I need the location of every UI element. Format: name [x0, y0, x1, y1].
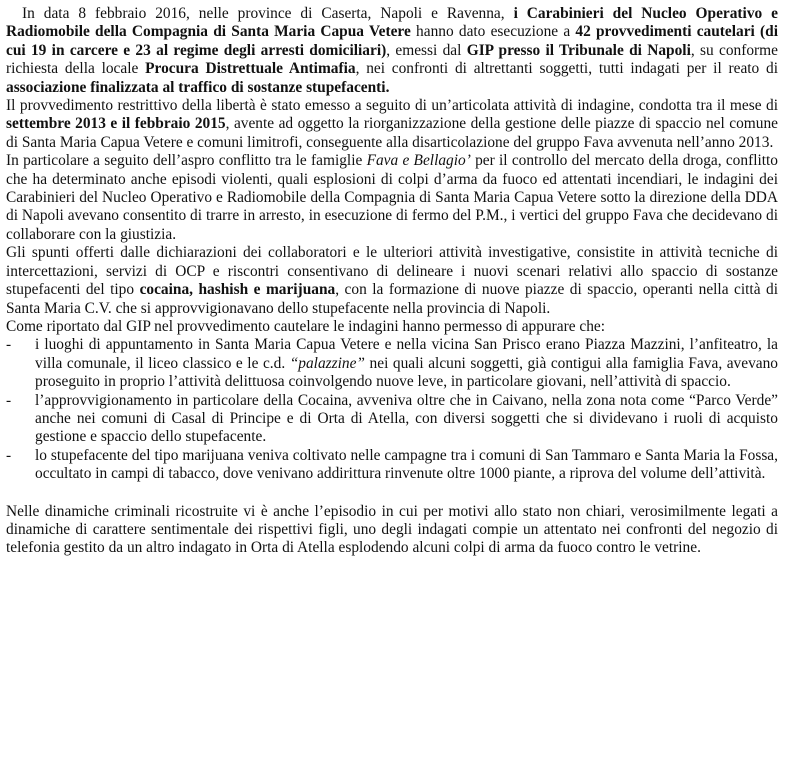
text-span: , nei confronti di altrettanti soggetti, tutti indagati per il reato di	[355, 60, 778, 78]
text-span: per il controllo del mercato della droga, conflitto che ha determinato anche episodi violenti, quali esplosioni di colpi d’arma da fuoco ed attentati incendiari, le indagini dei Carabinieri del Nucleo Operativo e Radiomobile della Compagnia di Santa Maria Capua Vetere sotto la direzione della DDA di Napoli avevano consentito di trarre in arresto, in esecuzione di fermo del P.M., i vertici del gruppo Fava che decidevano di collaborare con la giustizia.	[6, 152, 778, 243]
bold-span: 42 provvedimenti cautelari (di cui 19 in carcere e 23 al regime degli arresti domiciliari)	[6, 23, 779, 59]
bold-span: associazione finalizzata al traffico di sostanze stupefacenti.	[6, 78, 390, 96]
italic-span: “palazzine”	[289, 354, 365, 372]
text-span: nei quali alcuni soggetti, già contigui alla famiglia Fava, avevano proseguito in proprio l’attività delittuosa coinvolgendo nuove leve, in particolare giovani, nell’attività di spaccio.	[35, 354, 778, 391]
text-span: i luoghi di appuntamento in Santa Maria Capua Vetere e nella vicina San Prisco erano Piazza Mazzini, l’anfiteatro, la villa comunale, il liceo classico e le c.d.	[35, 336, 778, 372]
list-item	[6, 392, 778, 447]
text-span: In particolare a seguito dell’aspro conflitto tra le famiglie	[6, 152, 367, 170]
bold-span: cocaina, hashish e marijuana	[139, 281, 336, 299]
text-span: In data 8 febbraio 2016, nelle province di Caserta, Napoli e Ravenna,	[22, 5, 514, 22]
bold-span: i Carabinieri del Nucleo Operativo e Radiomobile della Compagnia di Santa Maria Capua Vetere	[6, 5, 779, 41]
bold-span: settembre 2013 e il febbraio 2015	[6, 115, 226, 133]
text-span: l’approvvigionamento in particolare della Cocaina, avveniva oltre che in Caivano, nella zona nota come “Parco Verde” anche nei comuni di Casal di Principe e di Orta di Atella, con diversi soggetti che si dividevano i ruoli di acquisto gestione e spaccio dello stupefacente.	[35, 391, 778, 446]
text-span: , emessi dal	[386, 41, 467, 59]
paragraph-6: Nelle dinamiche criminali ricostruite vi è anche l’episodio in cui per motivi allo stato non chiari, verosimilmente legati a dinamiche di carattere sentimentale dei rispettivi figli, uno degli indagati compie un attentato nei confronti del negozio di telefonia gestito da un altro indagato in Orta di Atella esplodendo alcuni colpi di arma da fuoco contro le vetrine.	[6, 502, 778, 557]
paragraph-3	[6, 152, 778, 244]
list-item	[6, 447, 778, 484]
italic-span: Fava e Bellagio’	[366, 152, 471, 170]
text-span: hanno dato esecuzione a	[410, 23, 576, 41]
text-span: Il provvedimento restrittivo della libertà è stato emesso a seguito di un’articolata attività di indagine, condotta tra il mese di	[6, 97, 778, 115]
paragraph-2	[6, 97, 778, 152]
bold-span: Procura Distrettuale Antimafia	[145, 60, 356, 78]
text-span: lo stupefacente del tipo marijuana veniva coltivato nelle campagne tra i comuni di San Tammaro e Santa Maria la Fossa, occultato in campi di tabacco, dove venivano addirittura rinvenute oltre 1000 piante, a riprova del volume dell’attività.	[35, 446, 778, 483]
text-span: , avente ad oggetto la riorganizzazione della gestione delle piazze di spaccio nel comune di Santa Maria Capua Vetere e comuni limitrofi, conseguente alla disarticolazione del gruppo Fava avvenuta nell’anno 2013.	[6, 115, 778, 151]
paragraph-gap	[6, 484, 778, 503]
list-item	[6, 336, 778, 391]
findings-list	[6, 336, 778, 483]
bold-span: GIP presso il Tribunale di Napoli	[466, 41, 691, 59]
paragraph-5: Come riportato dal GIP nel provvedimento cautelare le indagini hanno permesso di appurare che:	[6, 317, 606, 335]
paragraph-4	[6, 244, 778, 318]
text-span: , su conforme richiesta della locale	[6, 41, 778, 78]
text-span: , con la formazione di nuove piazze di spaccio, operanti nella città di Santa Maria C.V. che si approvvigionavano dello stupefacente nella provincia di Napoli.	[6, 281, 778, 317]
document-page	[6, 5, 778, 558]
paragraph-1	[6, 5, 778, 97]
text-span: Gli spunti offerti dalle dichiarazioni dei collaboratori e le ulteriori attività investigative, consistite in attività tecniche di intercettazioni, servizi di OCP e riscontri consentivano di delineare i nuovi scenari relativi allo spaccio di sostanze stupefacenti del tipo	[6, 244, 778, 299]
